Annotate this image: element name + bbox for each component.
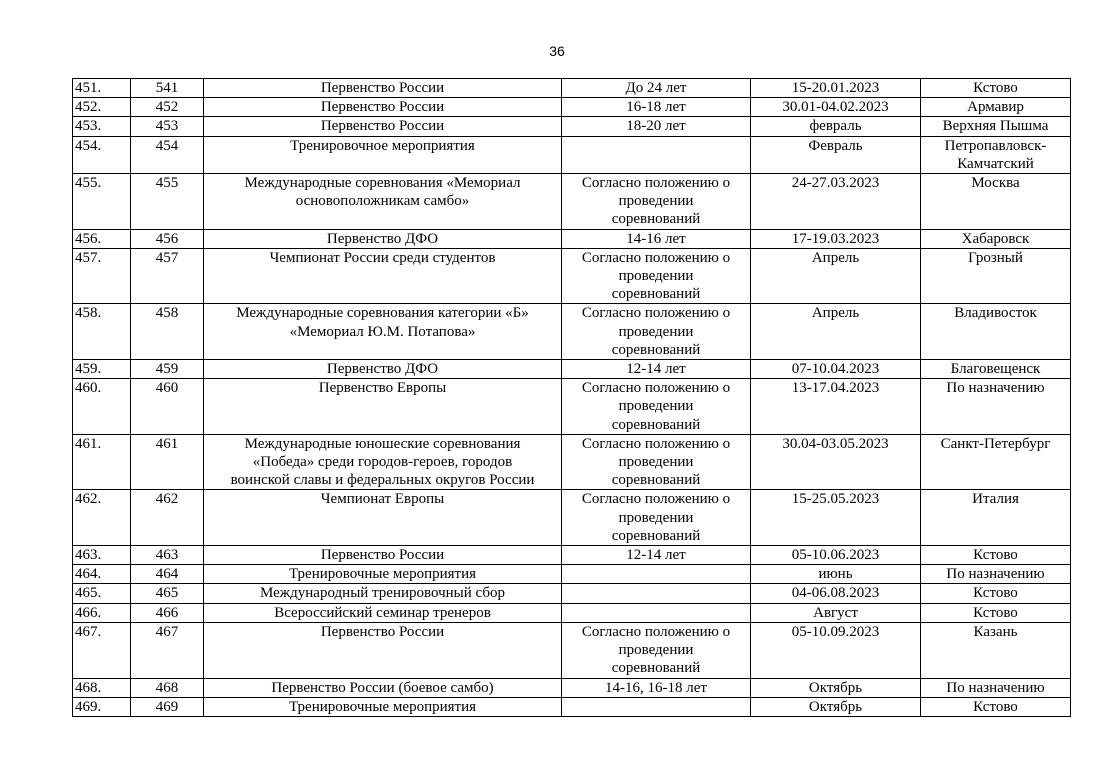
event-name-cell (204, 174, 562, 230)
event-place-cell (921, 603, 1071, 622)
age-group-line: соревнований (611, 286, 701, 303)
age-group-line: 18-20 лет (626, 118, 686, 135)
age-group-line: Согласно положению о (581, 249, 731, 266)
event-name-cell (204, 434, 562, 490)
event-place-line: Верхняя Пышма (942, 118, 1049, 135)
event-name-line: Тренировочные мероприятия (288, 566, 477, 583)
row-number-cell: 466. (73, 603, 131, 622)
age-group-line: 12-14 лет (626, 547, 686, 564)
event-name-line: «Победа» среди городов-героев, городов (252, 454, 513, 471)
age-group-cell (562, 678, 751, 697)
event-name-cell (204, 98, 562, 117)
event-place-line: Кстово (973, 698, 1018, 715)
age-group-line: проведении (618, 398, 694, 415)
event-date-cell: 30.04-03.05.2023 (751, 434, 921, 490)
event-place-cell (921, 622, 1071, 678)
row-number-cell: 467. (73, 622, 131, 678)
event-date-cell: 15-25.05.2023 (751, 490, 921, 546)
age-group-line: 14-16 лет (626, 230, 686, 247)
age-group-cell (562, 622, 751, 678)
event-name-line: Международные соревнования «Мемориал (244, 175, 521, 192)
table-row (73, 360, 1071, 379)
event-place-line: По назначению (946, 679, 1045, 696)
event-place-cell (921, 379, 1071, 435)
table-row (73, 622, 1071, 678)
event-place-line: Кстово (973, 80, 1018, 96)
age-group-cell (562, 434, 751, 490)
event-code-cell: 468 (131, 678, 204, 697)
event-place-line: Хабаровск (961, 230, 1030, 247)
table-row (73, 678, 1071, 697)
row-number-cell: 452. (73, 98, 131, 117)
event-date-cell: февраль (751, 117, 921, 136)
event-place-line: Кстово (973, 585, 1018, 602)
event-name-line: Международный тренировочный сбор (259, 585, 505, 602)
age-group-cell (562, 117, 751, 136)
event-place-line: Москва (971, 175, 1020, 192)
event-date-cell: 15-20.01.2023 (751, 79, 921, 98)
age-group-cell (562, 98, 751, 117)
age-group-cell (562, 379, 751, 435)
event-name-cell (204, 490, 562, 546)
event-name-line: Первенство России (боевое самбо) (271, 679, 494, 696)
table-row (73, 379, 1071, 435)
row-number-cell: 460. (73, 379, 131, 435)
event-code-cell: 462 (131, 490, 204, 546)
row-number-cell: 464. (73, 565, 131, 584)
event-code-cell: 458 (131, 304, 204, 360)
age-group-cell (562, 304, 751, 360)
event-place-cell (921, 98, 1071, 117)
table-row (73, 434, 1071, 490)
event-name-cell (204, 229, 562, 248)
event-place-cell (921, 678, 1071, 697)
age-group-cell (562, 490, 751, 546)
event-date-cell: Апрель (751, 304, 921, 360)
age-group-line: соревнований (611, 472, 701, 489)
row-number-cell: 459. (73, 360, 131, 379)
event-place-cell (921, 117, 1071, 136)
event-name-line: Тренировочные мероприятия (288, 698, 477, 715)
event-name-line: Первенство Европы (318, 380, 447, 397)
event-code-cell: 465 (131, 584, 204, 603)
event-name-line: Международные юношеские соревнования (244, 435, 521, 452)
event-name-line: Чемпионат России среди студентов (269, 249, 496, 266)
event-name-cell (204, 678, 562, 697)
row-number-cell: 465. (73, 584, 131, 603)
event-place-line: Кстово (973, 547, 1018, 564)
row-number-cell: 462. (73, 490, 131, 546)
age-group-cell (562, 546, 751, 565)
event-date-cell: 30.01-04.02.2023 (751, 98, 921, 117)
event-date-cell: июнь (751, 565, 921, 584)
event-date-cell: Апрель (751, 248, 921, 304)
age-group-cell (562, 565, 751, 584)
row-number-cell: 457. (73, 248, 131, 304)
age-group-line: Согласно положению о (581, 623, 731, 640)
age-group-cell (562, 697, 751, 716)
events-table-body (73, 79, 1071, 717)
row-number-cell: 454. (73, 136, 131, 173)
event-name-cell (204, 304, 562, 360)
event-name-cell (204, 603, 562, 622)
table-row (73, 117, 1071, 136)
event-date-cell: 05-10.09.2023 (751, 622, 921, 678)
event-name-cell (204, 360, 562, 379)
age-group-line: проведении (618, 268, 694, 285)
event-name-line: Чемпионат Европы (320, 491, 445, 508)
event-date-cell: Октябрь (751, 697, 921, 716)
age-group-line: проведении (618, 454, 694, 471)
event-place-line: Владивосток (954, 305, 1037, 322)
age-group-line: Согласно положению о (581, 305, 731, 322)
event-place-cell (921, 434, 1071, 490)
age-group-line: соревнований (611, 211, 701, 228)
event-name-line: основоположникам самбо» (295, 193, 470, 210)
page-number: 36 (549, 43, 565, 59)
event-name-cell (204, 79, 562, 98)
event-name-line: Тренировочное мероприятия (290, 137, 475, 154)
age-group-line: проведении (618, 323, 694, 340)
row-number-cell: 468. (73, 678, 131, 697)
event-name-cell (204, 117, 562, 136)
event-code-cell: 457 (131, 248, 204, 304)
age-group-line: Согласно положению о (581, 435, 731, 452)
event-code-cell: 452 (131, 98, 204, 117)
event-code-cell: 463 (131, 546, 204, 565)
age-group-cell (562, 79, 751, 98)
event-place-cell (921, 697, 1071, 716)
age-group-cell (562, 248, 751, 304)
event-date-cell: Октябрь (751, 678, 921, 697)
event-name-line: Первенство России (320, 118, 445, 135)
row-number-cell: 458. (73, 304, 131, 360)
table-row (73, 584, 1071, 603)
event-date-cell: Август (751, 603, 921, 622)
event-date-cell: 07-10.04.2023 (751, 360, 921, 379)
row-number-cell: 451. (73, 79, 131, 98)
event-name-line: Первенство России (320, 80, 445, 96)
event-name-line: Первенство ДФО (326, 230, 439, 247)
event-code-cell: 541 (131, 79, 204, 98)
event-code-cell: 461 (131, 434, 204, 490)
event-place-cell (921, 304, 1071, 360)
age-group-line: 12-14 лет (626, 361, 686, 378)
event-name-cell (204, 697, 562, 716)
event-place-cell (921, 248, 1071, 304)
event-place-cell (921, 174, 1071, 230)
event-place-cell (921, 136, 1071, 173)
event-place-line: По назначению (946, 566, 1045, 583)
table-row (73, 136, 1071, 173)
event-date-cell: 24-27.03.2023 (751, 174, 921, 230)
event-code-cell: 467 (131, 622, 204, 678)
event-place-cell (921, 584, 1071, 603)
table-row (73, 565, 1071, 584)
event-place-cell (921, 229, 1071, 248)
event-place-line: Санкт-Петербург (940, 435, 1051, 452)
event-place-cell (921, 546, 1071, 565)
age-group-line: соревнований (611, 527, 701, 544)
event-place-line: Армавир (967, 99, 1024, 116)
event-code-cell: 466 (131, 603, 204, 622)
age-group-line: Согласно положению о (581, 491, 731, 508)
events-table (72, 78, 1071, 717)
event-place-line: Казань (973, 623, 1018, 640)
event-code-cell: 454 (131, 136, 204, 173)
table-row (73, 98, 1071, 117)
event-name-line: Первенство России (320, 547, 445, 564)
table-row (73, 603, 1071, 622)
event-name-line: Всероссийский семинар тренеров (274, 604, 491, 621)
event-code-cell: 460 (131, 379, 204, 435)
age-group-line: соревнований (611, 341, 701, 358)
event-name-line: Первенство России (320, 99, 445, 116)
table-row (73, 546, 1071, 565)
table-row (73, 490, 1071, 546)
age-group-line: 16-18 лет (626, 99, 686, 116)
row-number-cell: 456. (73, 229, 131, 248)
event-place-line: Грозный (968, 249, 1023, 266)
event-date-cell: 05-10.06.2023 (751, 546, 921, 565)
event-name-cell (204, 565, 562, 584)
event-place-line: Кстово (973, 604, 1018, 621)
event-place-cell (921, 565, 1071, 584)
event-place-line: Благовещенск (950, 361, 1041, 378)
table-row (73, 229, 1071, 248)
event-name-line: Первенство России (320, 623, 445, 640)
age-group-line: Согласно положению о (581, 175, 731, 192)
event-name-cell (204, 622, 562, 678)
event-name-cell (204, 136, 562, 173)
event-name-cell (204, 584, 562, 603)
age-group-cell (562, 174, 751, 230)
row-number-cell: 453. (73, 117, 131, 136)
age-group-line: проведении (618, 642, 694, 659)
age-group-line: проведении (618, 509, 694, 526)
event-date-cell: 17-19.03.2023 (751, 229, 921, 248)
event-place-line: Петропавловск- (944, 137, 1047, 154)
age-group-cell (562, 229, 751, 248)
age-group-line: Согласно положению о (581, 380, 731, 397)
age-group-line: проведении (618, 193, 694, 210)
age-group-cell (562, 136, 751, 173)
event-code-cell: 464 (131, 565, 204, 584)
age-group-line: 14-16, 16-18 лет (605, 679, 707, 696)
event-name-cell (204, 248, 562, 304)
age-group-line: соревнований (611, 416, 701, 433)
age-group-line: соревнований (611, 660, 701, 677)
event-name-cell (204, 379, 562, 435)
event-place-line: По назначению (946, 380, 1045, 397)
age-group-cell (562, 603, 751, 622)
event-code-cell: 469 (131, 697, 204, 716)
event-place-cell (921, 360, 1071, 379)
event-place-cell (921, 79, 1071, 98)
event-name-line: «Мемориал Ю.М. Потапова» (289, 323, 476, 340)
event-code-cell: 453 (131, 117, 204, 136)
event-code-cell: 459 (131, 360, 204, 379)
event-name-line: воинской славы и федеральных округов России (230, 472, 535, 489)
table-row (73, 79, 1071, 98)
table-row (73, 248, 1071, 304)
event-date-cell: Февраль (751, 136, 921, 173)
table-row (73, 697, 1071, 716)
event-code-cell: 456 (131, 229, 204, 248)
event-place-line: Италия (972, 491, 1019, 508)
event-name-line: Международные соревнования категории «Б» (236, 305, 529, 322)
event-date-cell: 04-06.08.2023 (751, 584, 921, 603)
row-number-cell: 463. (73, 546, 131, 565)
table-row (73, 304, 1071, 360)
event-name-cell (204, 546, 562, 565)
event-date-cell: 13-17.04.2023 (751, 379, 921, 435)
row-number-cell: 469. (73, 697, 131, 716)
event-name-line: Первенство ДФО (326, 361, 439, 378)
event-code-cell: 455 (131, 174, 204, 230)
age-group-line: До 24 лет (625, 80, 687, 96)
row-number-cell: 461. (73, 434, 131, 490)
event-place-line: Камчатский (957, 155, 1034, 172)
age-group-cell (562, 584, 751, 603)
age-group-cell (562, 360, 751, 379)
row-number-cell: 455. (73, 174, 131, 230)
event-place-cell (921, 490, 1071, 546)
table-row (73, 174, 1071, 230)
